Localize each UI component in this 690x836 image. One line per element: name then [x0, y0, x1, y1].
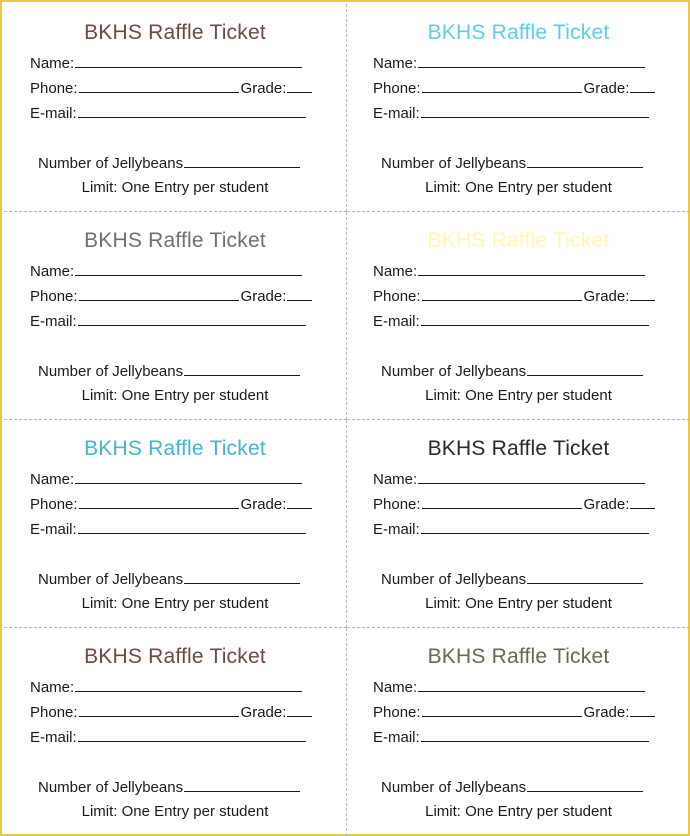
phone-blank-line: [79, 495, 239, 509]
phone-blank-line: [79, 703, 239, 717]
email-label: E-mail:: [373, 729, 420, 746]
entry-limit-note: Limit: One Entry per student: [81, 387, 269, 404]
name-blank-line: [75, 678, 302, 692]
phone-grade-field: [30, 287, 312, 306]
email-blank-line: [78, 104, 306, 118]
email-label: E-mail:: [373, 313, 420, 330]
entry-limit-note: Limit: One Entry per student: [81, 179, 269, 196]
grade-blank-line: [630, 495, 655, 509]
name-label: Name:: [373, 55, 418, 72]
ticket-title: BKHS Raffle Ticket: [427, 437, 610, 460]
jellybeans-field: [381, 362, 643, 381]
name-blank-line: [418, 54, 645, 68]
phone-grade-field: [30, 495, 312, 514]
name-label: Name:: [30, 55, 75, 72]
grade-label: Grade:: [240, 496, 287, 513]
jellybeans-blank-line: [184, 570, 300, 584]
raffle-ticket: [347, 4, 690, 212]
ticket-title: BKHS Raffle Ticket: [84, 437, 266, 460]
name-field: [30, 470, 302, 489]
grade-blank-line: [630, 287, 655, 301]
phone-blank-line: [79, 287, 239, 301]
entry-limit-note: Limit: One Entry per student: [81, 803, 269, 820]
email-blank-line: [421, 728, 649, 742]
email-label: E-mail:: [30, 521, 77, 538]
email-blank-line: [421, 520, 649, 534]
jellybeans-blank-line: [527, 154, 643, 168]
email-blank-line: [78, 312, 306, 326]
grade-blank-line: [287, 703, 312, 717]
raffle-ticket: [4, 628, 347, 836]
phone-blank-line: [422, 703, 582, 717]
jellybeans-field: [38, 778, 300, 797]
email-field: [30, 728, 306, 747]
grade-label: Grade:: [583, 80, 630, 97]
jellybeans-blank-line: [527, 778, 643, 792]
grade-label: Grade:: [583, 704, 630, 721]
phone-blank-line: [422, 287, 582, 301]
grade-blank-line: [287, 287, 312, 301]
raffle-ticket: [347, 420, 690, 628]
email-field: [30, 104, 306, 123]
raffle-ticket: [4, 212, 347, 420]
jellybeans-blank-line: [184, 362, 300, 376]
entry-limit-note: Limit: One Entry per student: [425, 803, 612, 820]
name-blank-line: [75, 262, 302, 276]
phone-label: Phone:: [30, 80, 78, 97]
entry-limit-note: Limit: One Entry per student: [81, 595, 269, 612]
phone-grade-field: [30, 703, 312, 722]
grade-blank-line: [630, 79, 655, 93]
grade-blank-line: [287, 79, 312, 93]
raffle-ticket: [347, 628, 690, 836]
jellybeans-label: Number of Jellybeans: [38, 363, 184, 380]
grade-label: Grade:: [583, 288, 630, 305]
jellybeans-field: [38, 362, 300, 381]
phone-label: Phone:: [373, 288, 421, 305]
email-label: E-mail:: [373, 521, 420, 538]
name-blank-line: [418, 262, 645, 276]
jellybeans-field: [381, 154, 643, 173]
phone-grade-field: [373, 495, 655, 514]
jellybeans-label: Number of Jellybeans: [381, 155, 527, 172]
name-blank-line: [75, 54, 302, 68]
raffle-ticket: [347, 212, 690, 420]
email-field: [373, 104, 649, 123]
jellybeans-blank-line: [184, 154, 300, 168]
jellybeans-field: [38, 570, 300, 589]
jellybeans-blank-line: [527, 362, 643, 376]
email-field: [373, 520, 649, 539]
phone-blank-line: [422, 495, 582, 509]
name-blank-line: [75, 470, 302, 484]
raffle-ticket: [4, 420, 347, 628]
email-blank-line: [421, 104, 649, 118]
phone-blank-line: [79, 79, 239, 93]
phone-grade-field: [373, 703, 655, 722]
grade-label: Grade:: [240, 80, 287, 97]
phone-blank-line: [422, 79, 582, 93]
name-field: [373, 54, 645, 73]
email-label: E-mail:: [30, 313, 77, 330]
phone-label: Phone:: [30, 288, 78, 305]
name-field: [373, 470, 645, 489]
ticket-title: BKHS Raffle Ticket: [427, 645, 610, 668]
raffle-ticket: [4, 4, 347, 212]
grade-label: Grade:: [240, 288, 287, 305]
name-field: [373, 678, 645, 697]
name-blank-line: [418, 470, 645, 484]
ticket-title: BKHS Raffle Ticket: [427, 229, 610, 252]
jellybeans-label: Number of Jellybeans: [381, 571, 527, 588]
grade-blank-line: [287, 495, 312, 509]
name-label: Name:: [30, 471, 75, 488]
name-field: [373, 262, 645, 281]
email-blank-line: [78, 520, 306, 534]
email-blank-line: [421, 312, 649, 326]
ticket-title: BKHS Raffle Ticket: [427, 21, 610, 44]
name-field: [30, 262, 302, 281]
name-label: Name:: [373, 471, 418, 488]
name-label: Name:: [373, 263, 418, 280]
ticket-title: BKHS Raffle Ticket: [84, 229, 266, 252]
phone-label: Phone:: [373, 80, 421, 97]
email-field: [373, 728, 649, 747]
ticket-grid: [4, 4, 690, 836]
email-blank-line: [78, 728, 306, 742]
ticket-title: BKHS Raffle Ticket: [84, 645, 266, 668]
email-label: E-mail:: [30, 105, 77, 122]
phone-label: Phone:: [373, 496, 421, 513]
grade-label: Grade:: [583, 496, 630, 513]
entry-limit-note: Limit: One Entry per student: [425, 387, 612, 404]
entry-limit-note: Limit: One Entry per student: [425, 179, 612, 196]
jellybeans-label: Number of Jellybeans: [38, 571, 184, 588]
email-field: [373, 312, 649, 331]
jellybeans-field: [38, 154, 300, 173]
jellybeans-blank-line: [184, 778, 300, 792]
name-blank-line: [418, 678, 645, 692]
jellybeans-blank-line: [527, 570, 643, 584]
email-label: E-mail:: [30, 729, 77, 746]
jellybeans-label: Number of Jellybeans: [38, 779, 184, 796]
email-label: E-mail:: [373, 105, 420, 122]
ticket-title: BKHS Raffle Ticket: [84, 21, 266, 44]
name-field: [30, 54, 302, 73]
jellybeans-label: Number of Jellybeans: [381, 363, 527, 380]
phone-grade-field: [30, 79, 312, 98]
jellybeans-field: [381, 778, 643, 797]
jellybeans-label: Number of Jellybeans: [381, 779, 527, 796]
name-field: [30, 678, 302, 697]
email-field: [30, 520, 306, 539]
jellybeans-label: Number of Jellybeans: [38, 155, 184, 172]
phone-grade-field: [373, 287, 655, 306]
phone-grade-field: [373, 79, 655, 98]
jellybeans-field: [381, 570, 643, 589]
name-label: Name:: [30, 679, 75, 696]
phone-label: Phone:: [30, 704, 78, 721]
phone-label: Phone:: [30, 496, 78, 513]
phone-label: Phone:: [373, 704, 421, 721]
grade-label: Grade:: [240, 704, 287, 721]
email-field: [30, 312, 306, 331]
name-label: Name:: [373, 679, 418, 696]
name-label: Name:: [30, 263, 75, 280]
grade-blank-line: [630, 703, 655, 717]
entry-limit-note: Limit: One Entry per student: [425, 595, 612, 612]
